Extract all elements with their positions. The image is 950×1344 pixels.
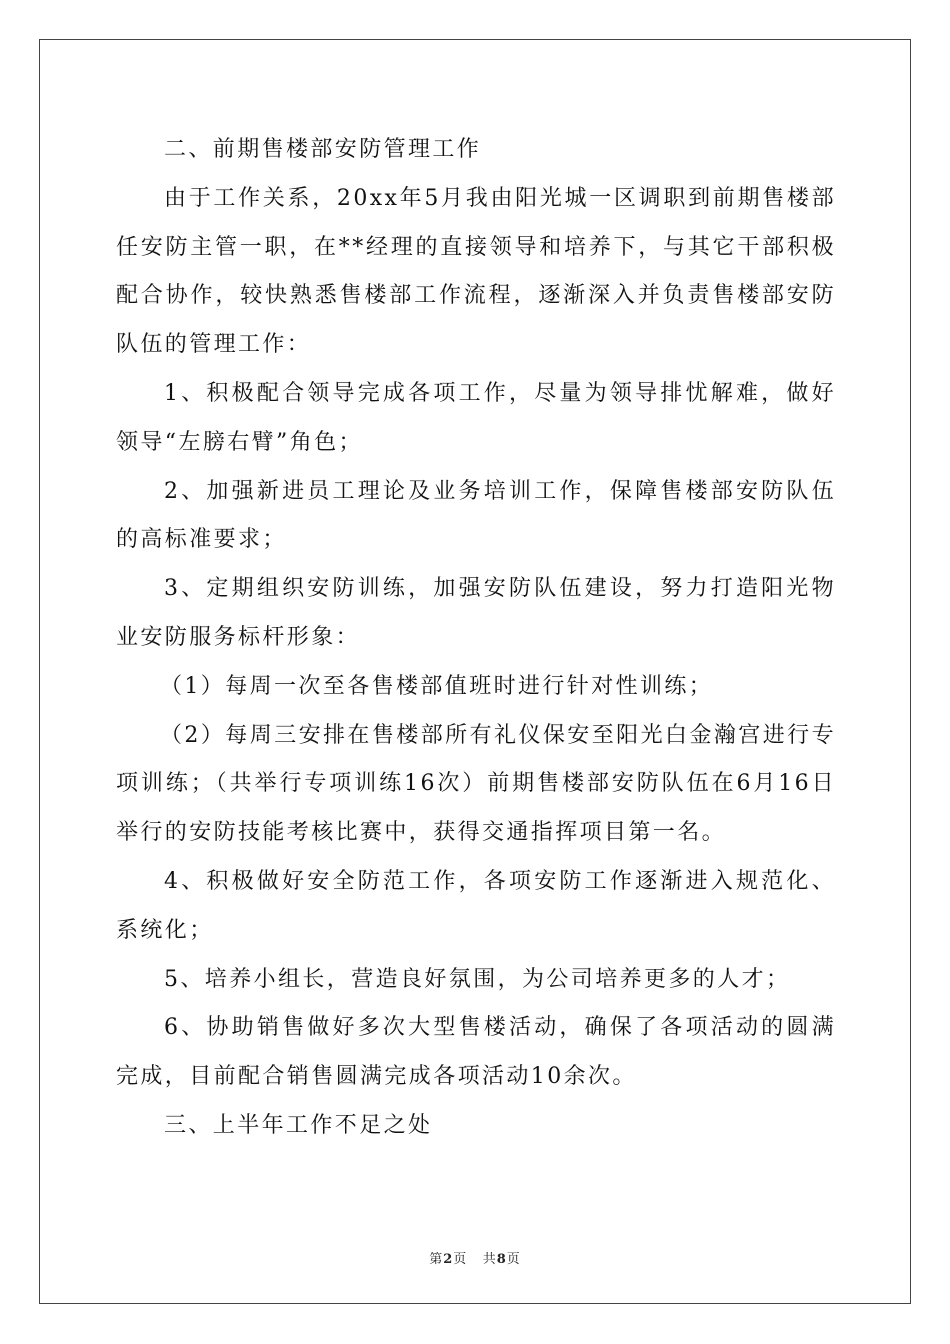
document-body [116, 126, 836, 1151]
page-number: 2 [443, 1252, 454, 1267]
total-pages: 8 [496, 1252, 507, 1267]
section-heading-2: 二、前期售楼部安防管理工作 [164, 137, 482, 162]
section-heading-3: 三、上半年工作不足之处 [164, 1112, 433, 1138]
page-suffix: 页 [453, 1252, 468, 1267]
list-item-2: 2、加强新进员工理论及业务培训工作，保障售楼部安防队伍的高标准要求； [116, 478, 836, 553]
total-prefix: 共 [482, 1252, 497, 1267]
sub-item-1: （1）每周一次至各售楼部值班时进行针对性训练； [160, 673, 714, 699]
list-item-6: 6、协助销售做好多次大型售楼活动，确保了各项活动的圆满完成，目前配合销售圆满完成各项活动10余次。 [116, 1015, 836, 1090]
list-item-4: 4、积极做好安全防范工作，各项安防工作逐渐进入规范化、系统化； [116, 868, 836, 943]
list-item-5: 5、培养小组长，营造良好氛围，为公司培养更多的人才； [164, 966, 791, 992]
sub-item-2: （2）每周三安排在售楼部所有礼仪保安至阳光白金瀚宫进行专项训练；（共举行专项训练16次）前期售楼部安防队伍在6月16日举行的安防技能考核比赛中，获得交通指挥项目第一名。 [116, 722, 836, 846]
page-footer [0, 1248, 950, 1267]
list-item-1: 1、积极配合领导完成各项工作，尽量为领导排忧解难，做好领导“左膀右臂”角色； [116, 380, 836, 455]
total-suffix: 页 [506, 1252, 521, 1267]
paragraph-intro: 由于工作关系，20xx年5月我由阳光城一区调职到前期售楼部任安防主管一职，在**经理的直接领导和培养下，与其它干部积极配合协作，较快熟悉售楼部工作流程，逐渐深入并负责售楼部安防队伍的管理工作： [116, 185, 836, 358]
list-item-3: 3、定期组织安防训练，加强安防队伍建设，努力打造阳光物业安防服务标杆形象： [116, 576, 836, 650]
page-prefix: 第 [429, 1252, 444, 1267]
